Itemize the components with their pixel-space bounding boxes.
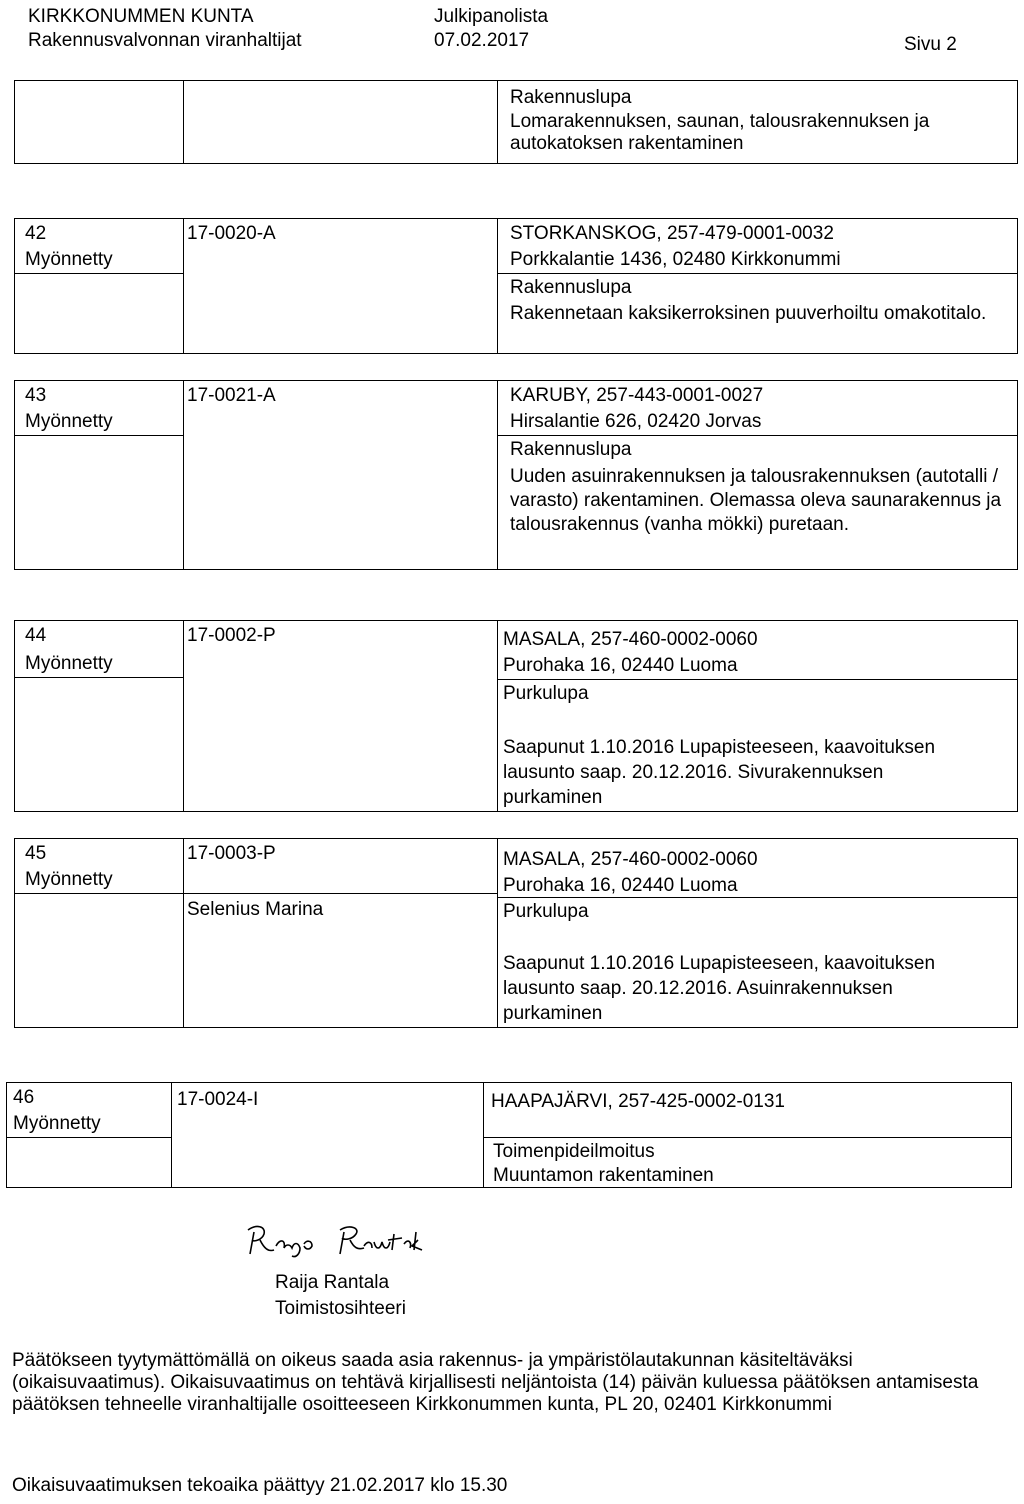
entry-status: Myönnetty: [25, 411, 113, 432]
entry-number: 45: [25, 843, 47, 864]
permit-description: Lomarakennuksen, saunan, talousrakennuksen ja autokatoksen rakentaminen: [510, 111, 930, 154]
property-address: Purohaka 16, 02440 Luoma: [503, 655, 738, 676]
permit-description: Saapunut 1.10.2016 Lupapisteeseen, kaavoituksen lausunto saap. 20.12.2016. Asuinrakennuksen purkaminen: [503, 953, 936, 1024]
permit-type: Rakennuslupa: [510, 277, 632, 298]
entry-45: [14, 838, 1018, 1028]
signer-name: Raija Rantala: [275, 1272, 390, 1293]
permit-description: Saapunut 1.10.2016 Lupapisteeseen, kaavoituksen lausunto saap. 20.12.2016. Sivurakennuksen purkaminen: [503, 737, 936, 808]
entry-status: Myönnetty: [25, 869, 113, 890]
property-address: Porkkalantie 1436, 02480 Kirkkonummi: [510, 249, 841, 270]
document-date: 07.02.2017: [434, 30, 530, 51]
permit-type: Toimenpideilmoitus: [493, 1141, 655, 1162]
entry-code: 17-0024-I: [177, 1089, 259, 1110]
permit-type: Rakennuslupa: [510, 439, 632, 460]
entry-number: 44: [25, 625, 47, 646]
property-address: Purohaka 16, 02440 Luoma: [503, 875, 738, 896]
permit-type: Purkulupa: [503, 683, 589, 704]
permit-type: Rakennuslupa: [510, 87, 632, 108]
entry-status: Myönnetty: [25, 653, 113, 674]
entry-code: 17-0003-P: [187, 843, 276, 864]
entry-number: 42: [25, 223, 47, 244]
permit-description: Rakennetaan kaksikerroksinen puuverhoiltu omakotitalo.: [510, 303, 987, 324]
municipality-name: KIRKKONUMMEN KUNTA: [28, 6, 254, 27]
appeal-instructions: Päätökseen tyytymättömällä on oikeus saada asia rakennus- ja ympäristölautakunnan käsiteltäväksi (oikaisuvaatimus). Oikaisuvaatimus on tehtävä kirjallisesti neljäntoista (14) päivän kuluessa päätöksen antamisesta päätöksen tehneelle viranhaltijalle osoitteeseen Kirkkonummen kunta, PL 20, 02401 Kirkkonummi: [12, 1350, 979, 1415]
entry-status: Myönnetty: [25, 249, 113, 270]
applicant-name: Selenius Marina: [187, 899, 324, 920]
page-number: Sivu 2: [904, 34, 957, 55]
entry-number: 46: [13, 1087, 35, 1108]
entry-44: [14, 620, 1018, 812]
signer-title: Toimistosihteeri: [275, 1298, 406, 1319]
entry-continuation: [14, 80, 1018, 164]
property-id: MASALA, 257-460-0002-0060: [503, 629, 758, 650]
property-id: MASALA, 257-460-0002-0060: [503, 849, 758, 870]
entry-46: [6, 1082, 1012, 1188]
property-address: Hirsalantie 626, 02420 Jorvas: [510, 411, 762, 432]
entry-code: 17-0021-A: [187, 385, 276, 406]
entry-43: [14, 380, 1018, 570]
property-id: KARUBY, 257-443-0001-0027: [510, 385, 764, 406]
entry-status: Myönnetty: [13, 1113, 101, 1134]
permit-type: Purkulupa: [503, 901, 589, 922]
appeal-deadline: Oikaisuvaatimuksen tekoaika päättyy 21.02.2017 klo 15.30: [12, 1475, 508, 1496]
entry-code: 17-0002-P: [187, 625, 276, 646]
property-id: HAAPAJÄRVI, 257-425-0002-0131: [491, 1091, 785, 1112]
property-id: STORKANSKOG, 257-479-0001-0032: [510, 223, 834, 244]
permit-description: Muuntamon rakentaminen: [493, 1165, 714, 1186]
entry-number: 43: [25, 385, 47, 406]
handwritten-signature: [240, 1220, 440, 1260]
department-name: Rakennusvalvonnan viranhaltijat: [28, 30, 302, 51]
permit-description: Uuden asuinrakennuksen ja talousrakennuksen (autotalli / varasto) rakentaminen. Olemassa oleva saunarakennus ja talousrakennus (vanha mökki) puretaan.: [510, 466, 1002, 535]
entry-42: [14, 218, 1018, 354]
document-type: Julkipanolista: [434, 6, 549, 27]
entry-code: 17-0020-A: [187, 223, 276, 244]
